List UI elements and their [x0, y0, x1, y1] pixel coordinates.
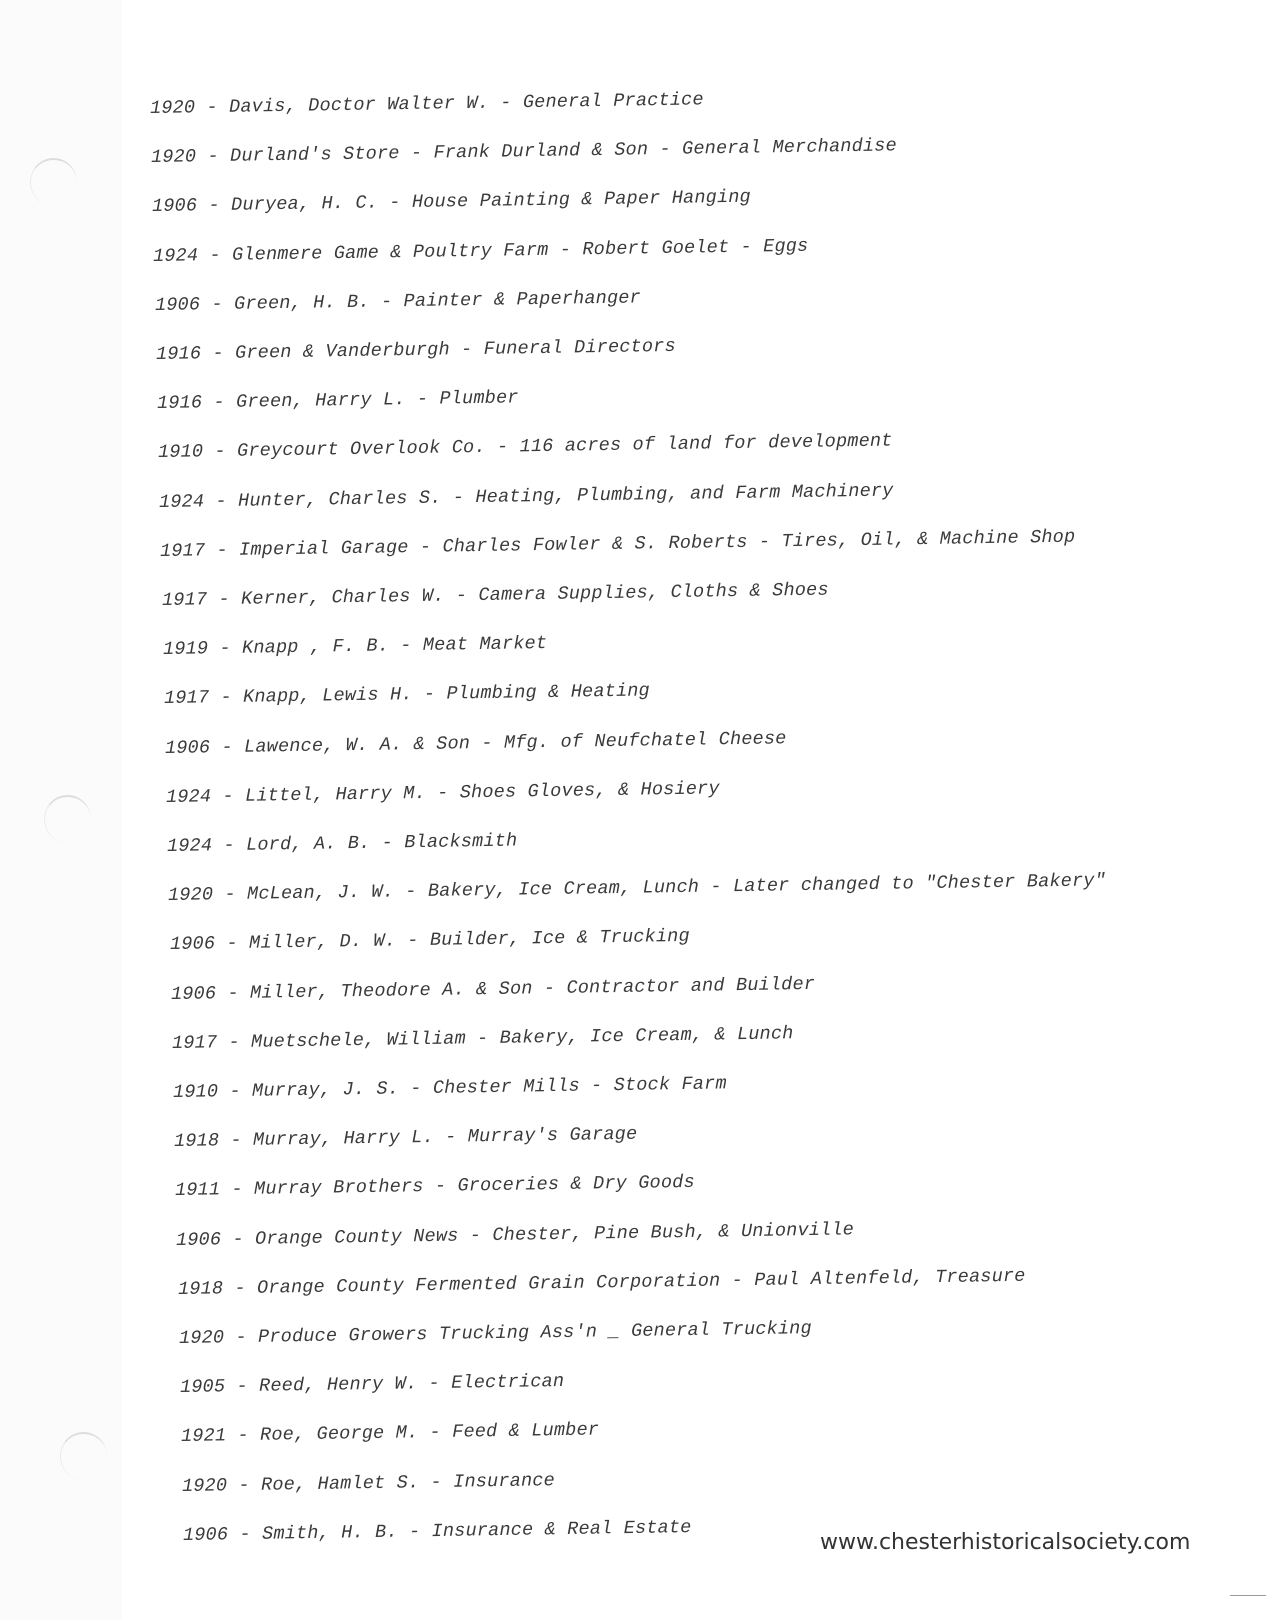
- listing-entry: 1906 - Miller, D. W. - Builder, Ice & Trucking: [169, 926, 690, 956]
- listing-entry: 1906 - Duryea, H. C. - House Painting & Paper Hanging: [152, 186, 752, 218]
- listing-entry: 1917 - Knapp, Lewis H. - Plumbing & Heating: [163, 680, 650, 710]
- listing-entry: 1920 - Produce Growers Trucking Ass'n _ General Trucking: [178, 1318, 812, 1349]
- listing-entry: 1918 - Orange County Fermented Grain Corporation - Paul Altenfeld, Treasure: [177, 1265, 1026, 1300]
- listing-entry: 1906 - Miller, Theodore A. & Son - Contractor and Builder: [170, 973, 815, 1005]
- listing-entry: 1917 - Imperial Garage - Charles Fowler & S. Roberts - Tires, Oil, & Machine Shop: [160, 526, 1076, 562]
- listing-entry: 1920 - Durland's Store - Frank Durland & Son - General Merchandise: [151, 135, 898, 169]
- listing-entry: 1910 - Greycourt Overlook Co. - 116 acres of land for development: [157, 430, 893, 464]
- listing-entry: 1920 - Roe, Hamlet S. - Insurance: [182, 1469, 556, 1497]
- scan-edge-mark: [1230, 1595, 1266, 1596]
- listing-entry: 1905 - Reed, Henry W. - Electrican: [179, 1371, 565, 1399]
- listing-entry: 1910 - Murray, J. S. - Chester Mills - Stock Farm: [172, 1073, 727, 1103]
- listing-entry: 1906 - Lawence, W. A. & Son - Mfg. of Neufchatel Cheese: [164, 727, 787, 759]
- listing-entry: 1924 - Littel, Harry M. - Shoes Gloves, & Hosiery: [165, 778, 720, 808]
- watermark-url: www.chesterhistoricalsociety.com: [820, 1530, 1191, 1555]
- listing-entry: 1917 - Muetschele, William - Bakery, Ice Cream, & Lunch: [171, 1023, 794, 1054]
- listing-entry: 1919 - Knapp , F. B. - Meat Market: [162, 633, 548, 661]
- listing-entry: 1916 - Green, Harry L. - Plumber: [156, 387, 519, 415]
- listing-entry: 1918 - Murray, Harry L. - Murray's Garage: [174, 1123, 638, 1153]
- listing-entry: 1924 - Glenmere Game & Poultry Farm - Robert Goelet - Eggs: [153, 235, 809, 267]
- listing-entry: 1906 - Green, H. B. - Painter & Paperhanger: [154, 287, 641, 316]
- listing-entry: 1924 - Hunter, Charles S. - Heating, Plumbing, and Farm Machinery: [159, 480, 894, 513]
- listing-entry: 1906 - Smith, H. B. - Insurance & Real Estate: [183, 1516, 692, 1546]
- listing-entry: 1924 - Lord, A. B. - Blacksmith: [167, 830, 518, 857]
- listing-entry: 1920 - McLean, J. W. - Bakery, Ice Cream, Lunch - Later changed to "Chester Bakery": [168, 870, 1107, 907]
- listing-entry: 1916 - Green & Vanderburgh - Funeral Directors: [155, 335, 676, 365]
- listing-entry: 1921 - Roe, George M. - Feed & Lumber: [180, 1419, 600, 1448]
- listing-entry: 1911 - Murray Brothers - Groceries & Dry Goods: [175, 1172, 696, 1202]
- listing-entry: 1906 - Orange County News - Chester, Pine Bush, & Unionville: [176, 1218, 855, 1251]
- listing-entry: 1917 - Kerner, Charles W. - Camera Supplies, Cloths & Shoes: [161, 579, 829, 611]
- listing-entry: 1920 - Davis, Doctor Walter W. - General Practice: [149, 89, 704, 119]
